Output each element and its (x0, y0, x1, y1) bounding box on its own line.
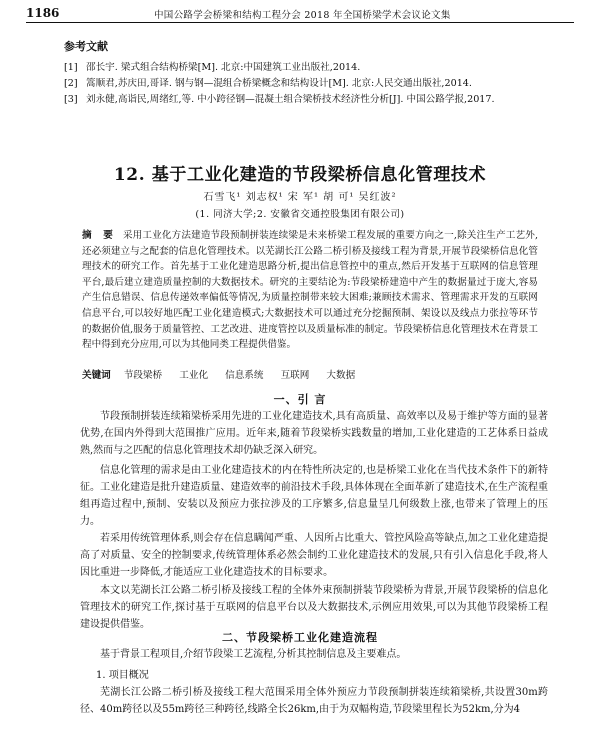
running-header (26, 6, 574, 22)
section-heading-process: 二、节段梁桥工业化建造流程 (222, 631, 378, 644)
keyword: 节段梁桥 (123, 370, 163, 381)
body-paragraph: 节段预制拼装连续箱梁桥采用先进的工业化建造技术,具有高质量、高效率以及易于维护等方面的显著优势,在国内外得到大范围推广应用。近年来,随着节段梁桥实践数量的增加,工业化建造的工艺体系日益成熟,然而与之匹配的信息化管理技术却仍缺乏深入研究。 (80, 411, 548, 456)
abstract-label: 摘 要 (82, 230, 117, 241)
section-heading-intro: 一、引 言 (273, 393, 327, 406)
reference-item: [1] 邵长宇. 梁式组合结构桥梁[M]. 北京:中国建筑工业出版社,2014. (64, 62, 361, 73)
body-paragraph: 基于背景工程项目,介绍节段梁工艺流程,分析其控制信息及主要难点。 (100, 649, 407, 660)
body-paragraph: 若采用传统管理体系,则会存在信息瞒闻严重、人因所占比重大、管控风险高等缺点,加之工业化建造提高了对质量、安全的控制要求,传统管理体系必然会制约工业化建造技术的发展,只有引入信息化手段,将人因比重进一步降低,才能适应工业化建造技术的目标要求。 (80, 533, 548, 578)
header-rule (26, 22, 574, 23)
affiliation: (1. 同济大学;2. 安徽省交通控股集团有限公司) (195, 209, 405, 220)
page-number: 1186 (26, 6, 60, 20)
conference-title: 中国公路学会桥梁和结构工程分会 2018 年全国桥梁学术会议论文集 (154, 10, 451, 21)
paper-title: 12. 基于工业化建造的节段梁桥信息化管理技术 (113, 165, 487, 185)
author-list: 石雪飞¹ 刘志权¹ 宋 军¹ 胡 可¹ 吴红波² (203, 192, 397, 203)
keywords (82, 368, 538, 383)
keyword: 信息系统 (225, 370, 264, 381)
body-paragraph: 本文以芜湖长江公路二桥引桥及接线工程的全体外束预制拼装节段梁桥为背景,开展节段梁桥的信息化管理技术的研究工作,探讨基于互联网的信息平台以及大数据技术,示例应用效果,可以为其他节段梁桥工程建设提供借鉴。 (80, 585, 548, 630)
body-paragraph: 信息化管理的需求是由工业化建造技术的内在特性所决定的,也是桥梁工业化在当代技术条件下的新特征。工业化建造是批升建造质量、建造效率的前沿技术手段,具体体现在全面革新了建造技术,在生产流程重组再造过程中,预制、安装以及预应力张拉涉及的工序繁多,信息量呈几何级数上涨,也带来了管理上的压力。 (80, 465, 548, 527)
keywords-label: 关键词 (82, 370, 111, 381)
abstract-text: 采用工业化方法建造节段预制拼装连续梁是未来桥梁工程发展的重要方向之一,除关注生产工艺外,还必须建立与之配套的信息化管理技术。以芜湖长江公路二桥引桥及接线工程为背景,开展节段梁桥信息化管理技术的研究工作。首先基于工业化建造思路分析,提出信息管控中的重点,然后开发基于互联网的信息管理平台,最后建立建造质量控制的大数据技术。研究的主要结论为:节段梁桥建造中产生的数据量过于庞大,容易产生信息错误、信息传递效率偏低等情况,为质量控制带来较大困难;兼顾技术需求、管理需求开发的互联网信息平台,可以较好地匹配工业化建造模式;大数据技术可以通过充分挖掘预制、架设以及线点力张拉等环节的数据价值,服务于质量管控、工艺改进、进度管控以及质量标准的制定。节段梁桥信息化管理技术在背景工程中得到充分应用,可以为其他同类工程提供借鉴。 (82, 230, 538, 351)
keyword: 互联网 (280, 370, 310, 381)
abstract (82, 228, 538, 353)
body-paragraph: 芜湖长江公路二桥引桥及接线工程大范围采用全体外预应力节段预制拼装连续箱梁桥,共设置30m跨径、40m跨径以及55m跨径三种跨径,线路全长26km,由于为双幅构造,节段梁里程长为52km,分为4 (80, 687, 548, 715)
reference-item: [3] 刘永健,高诣民,周绪红,等. 中小跨径钢—混凝土组合梁桥技术经济性分析[J]. 中国公路学报,2017. (64, 94, 495, 105)
subsection-heading: 1. 项目概况 (96, 670, 149, 681)
keyword: 工业化 (179, 370, 209, 381)
reference-item: [2] 篙顺君,苏庆田,哥译. 钢与钢—混组合桥梁概念和结构设计[M]. 北京:人民交通出版社,2014. (64, 78, 472, 89)
references-heading: 参考文献 (64, 40, 108, 53)
keyword: 大数据 (326, 370, 356, 381)
